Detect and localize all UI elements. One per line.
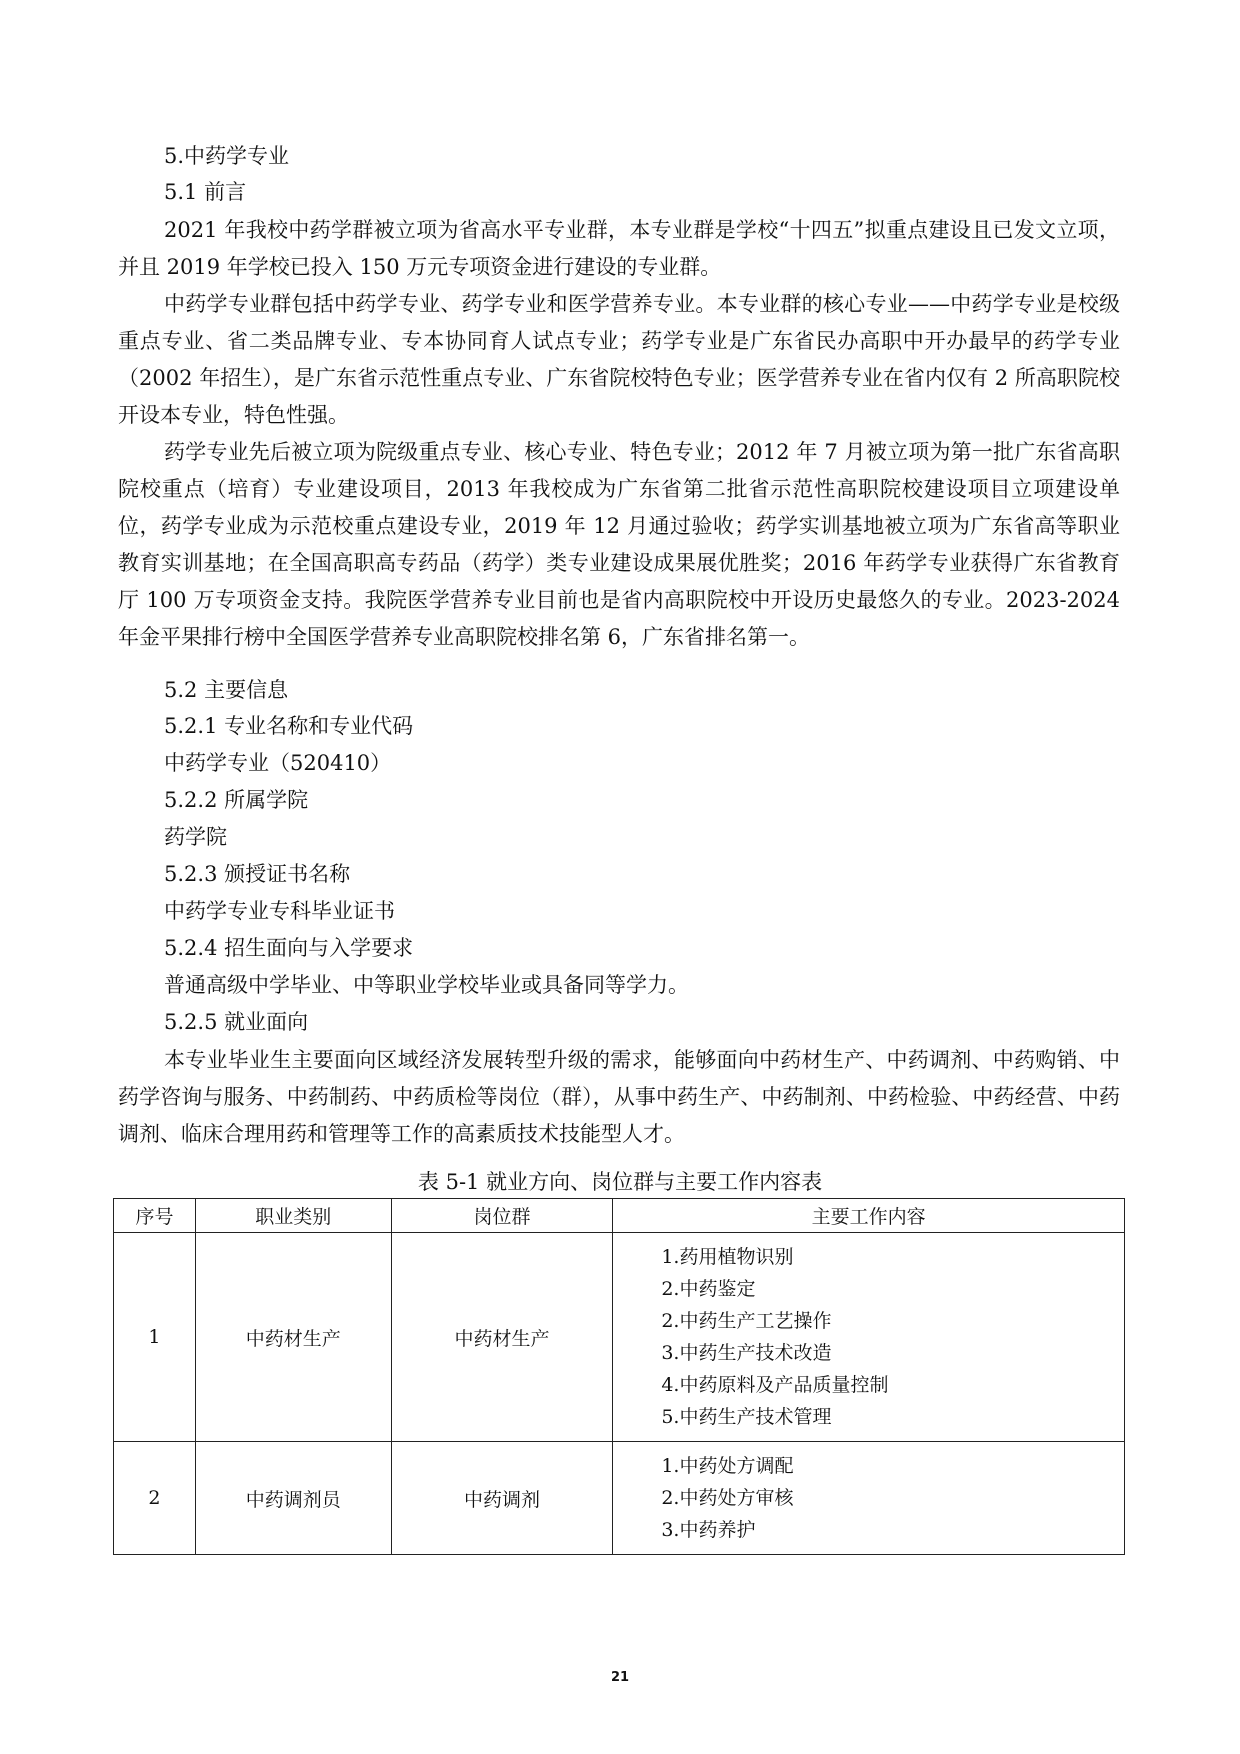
section-heading-5-2-4: 5.2.4 招生面向与入学要求: [164, 936, 414, 960]
employment-table: [113, 1198, 1125, 1555]
row-group: 中药调剂: [391, 1442, 613, 1555]
task-item: 2.中药处方审核: [661, 1487, 794, 1509]
task-item: 1.药用植物识别: [661, 1246, 794, 1268]
paragraph-preface-1: 2021 年我校中药学群被立项为省高水平专业群，本专业群是学校“十四五”拟重点建设且已发文立项，并且 2019 年学校已投入 150 万元专项资金进行建设的专业群。: [118, 218, 1120, 279]
header-group: 岗位群: [391, 1199, 613, 1233]
certificate-name: 中药学专业专科毕业证书: [164, 899, 395, 923]
task-item: 2.中药鉴定: [661, 1278, 756, 1300]
page-number: 21: [610, 1670, 630, 1685]
task-item: 4.中药原料及产品质量控制: [661, 1374, 889, 1396]
row-category: 中药调剂员: [195, 1442, 391, 1555]
task-item: 1.中药处方调配: [661, 1455, 794, 1477]
section-heading-5: 5.中药学专业: [164, 144, 290, 168]
row-no: 2: [114, 1442, 196, 1555]
section-heading-5-2-1: 5.2.1 专业名称和专业代码: [164, 714, 414, 738]
paragraph-preface-3: 药学专业先后被立项为院级重点专业、核心专业、特色专业；2012 年 7 月被立项为第一批广东省高职院校重点（培育）专业建设项目，2013 年我校成为广东省第二批省示范性高职院校建设项目立项建设单位，药学专业成为示范校重点建设专业，2019 年 12 月通过验收；药学实训基地被立项为广东省高等职业教育实训基地；在全国高职高专药品（药学）类专业建设成果展优胜奖；2016 年药学专业获得广东省教育厅 100 万专项资金支持。我院医学营养专业目前也是省内高职院校中开设历史最悠久的专业。2023-2024 年金平果排行榜中全国医学营养专业高职院校排名第 6，广东省排名第一。: [118, 440, 1120, 649]
row-no: 1: [114, 1233, 196, 1442]
paragraph-employment: 本专业毕业生主要面向区域经济发展转型升级的需求，能够面向中药材生产、中药调剂、中药购销、中药学咨询与服务、中药制药、中药质检等岗位（群），从事中药生产、中药制剂、中药检验、中药经营、中药调剂、临床合理用药和管理等工作的高素质技术技能型人才。: [118, 1048, 1120, 1146]
header-category: 职业类别: [195, 1199, 391, 1233]
section-heading-5-1: 5.1 前言: [164, 180, 247, 204]
task-item: 2.中药生产工艺操作: [661, 1310, 832, 1332]
college-name: 药学院: [164, 825, 227, 849]
table-row: [114, 1442, 1125, 1555]
section-heading-5-2-5: 5.2.5 就业面向: [164, 1010, 309, 1034]
table-header-row: [114, 1199, 1125, 1233]
section-heading-5-2-3: 5.2.3 颁授证书名称: [164, 862, 351, 886]
header-no: 序号: [114, 1199, 196, 1233]
row-tasks: [613, 1233, 1125, 1442]
paragraph-preface-2: 中药学专业群包括中药学专业、药学专业和医学营养专业。本专业群的核心专业——中药学专业是校级重点专业、省二类品牌专业、专本协同育人试点专业；药学专业是广东省民办高职中开办最早的药学专业（2002 年招生），是广东省示范性重点专业、广东省院校特色专业；医学营养专业在省内仅有 2 所高职院校开设本专业，特色性强。: [118, 292, 1120, 427]
row-category: 中药材生产: [195, 1233, 391, 1442]
major-name-code: 中药学专业（520410）: [164, 751, 392, 775]
row-group: 中药材生产: [391, 1233, 613, 1442]
header-tasks: 主要工作内容: [613, 1199, 1125, 1233]
table-row: [114, 1233, 1125, 1442]
section-heading-5-2: 5.2 主要信息: [164, 678, 289, 702]
section-heading-5-2-2: 5.2.2 所属学院: [164, 788, 309, 812]
task-item: 5.中药生产技术管理: [661, 1406, 832, 1428]
table-caption: 表 5-1 就业方向、岗位群与主要工作内容表: [417, 1170, 823, 1194]
enrollment-requirements: 普通高级中学毕业、中等职业学校毕业或具备同等学力。: [164, 973, 689, 997]
row-tasks: [613, 1442, 1125, 1555]
task-item: 3.中药生产技术改造: [661, 1342, 832, 1364]
task-item: 3.中药养护: [661, 1519, 756, 1541]
